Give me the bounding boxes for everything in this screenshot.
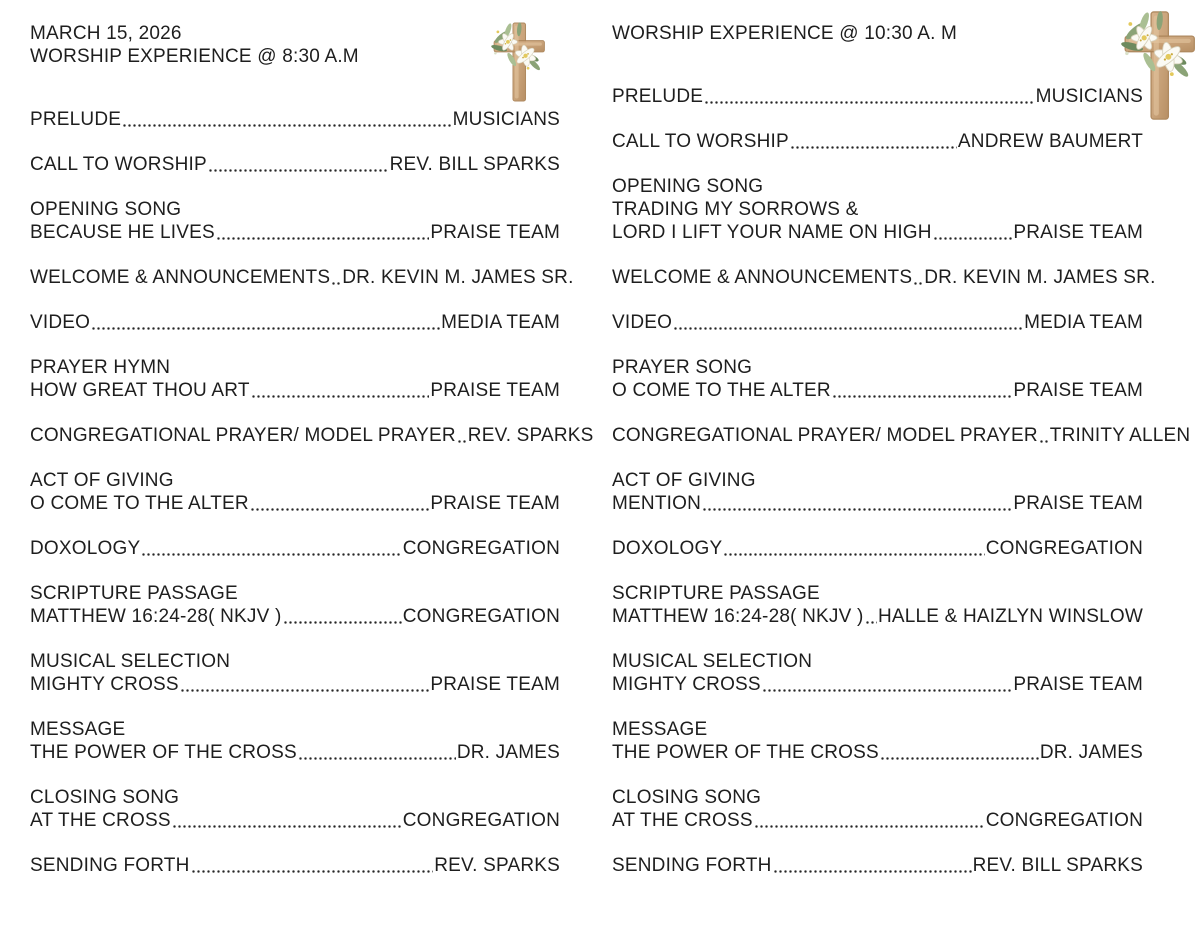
service-title: WORSHIP EXPERIENCE @ 8:30 A.M [30,46,359,67]
item-assignee: REV. BILL SPARKS [972,855,1143,876]
item-assignee: DR. KEVIN M. JAMES SR. [342,267,574,288]
dot-leader [208,157,389,176]
program-item [30,854,560,877]
item-assignee: CONGREGATION [985,810,1143,831]
item-assignee: PRAISE TEAM [430,380,560,401]
dot-leader [673,315,1023,334]
dot-leader [283,609,402,628]
dot-leader [702,496,1012,515]
item-label: CALL TO WORSHIP [30,154,207,175]
dot-leader [331,270,341,289]
item-label: BECAUSE HE LIVES [30,222,215,243]
item-label: VIDEO [612,312,673,333]
dot-leader [251,383,430,402]
item-subtitle: MUSICAL SELECTION [30,651,231,672]
item-label: WELCOME & ANNOUNCEMENTS [30,267,331,288]
item-label: MIGHTY CROSS [30,674,179,695]
item-assignee: CONGREGATION [402,538,560,559]
item-subtitle: SCRIPTURE PASSAGE [30,583,238,604]
item-assignee: TRINITY ALLEN [1049,425,1191,446]
item-subtitle: PRAYER SONG [612,357,753,378]
program-item [30,266,574,289]
dot-leader [91,315,440,334]
service-830-header [30,22,560,68]
program-item [612,469,1143,515]
item-label: PRELUDE [612,86,704,107]
program-item [30,424,594,447]
item-assignee: MEDIA TEAM [1024,312,1143,333]
item-assignee: PRAISE TEAM [1013,674,1143,695]
item-assignee: PRAISE TEAM [430,674,560,695]
service-1030-column [612,22,1191,877]
item-label: MIGHTY CROSS [612,674,761,695]
item-label: O COME TO THE ALTER [612,380,831,401]
item-label: SENDING FORTH [30,855,190,876]
dot-leader [773,858,972,877]
cross-icon [1114,5,1200,126]
program-item [612,718,1143,764]
dot-leader [754,813,985,832]
item-label: MENTION [612,493,702,514]
program-item [612,266,1156,289]
program-item [30,311,560,334]
program-item [30,153,560,176]
item-assignee: PRAISE TEAM [1013,222,1143,243]
item-subtitle: OPENING SONG [612,176,764,197]
dot-leader [790,134,957,153]
item-label: DOXOLOGY [612,538,723,559]
item-label: AT THE CROSS [30,810,171,831]
program-item [612,424,1191,447]
dot-leader [933,225,1013,244]
program-item [612,175,1143,244]
item-label: LORD I LIFT YOUR NAME ON HIGH [612,222,932,243]
dot-leader [216,225,430,244]
program-item [612,650,1143,696]
item-assignee: MUSICIANS [452,109,560,130]
item-label: DOXOLOGY [30,538,141,559]
dot-leader [141,541,401,560]
item-assignee: PRAISE TEAM [430,493,560,514]
program-item [30,718,560,764]
item-assignee: CONGREGATION [985,538,1143,559]
item-subtitle: MESSAGE [30,719,126,740]
dot-leader [704,89,1034,108]
program-item [612,786,1143,832]
program-item [30,469,560,515]
item-label: AT THE CROSS [612,810,753,831]
service-830-items [30,108,594,877]
program-item [612,537,1143,560]
item-subtitle: OPENING SONG [30,199,182,220]
item-assignee: ANDREW BAUMERT [957,131,1143,152]
item-subtitle: MUSICAL SELECTION [612,651,813,672]
item-label: VIDEO [30,312,91,333]
dot-leader [250,496,430,515]
dot-leader [865,609,877,628]
program-item [612,130,1143,153]
item-assignee: REV. SPARKS [467,425,594,446]
program-item [30,198,560,244]
item-label: THE POWER OF THE CROSS [30,742,297,763]
program-item [30,108,560,131]
item-subtitle: CLOSING SONG [612,787,762,808]
item-assignee: DR. JAMES [456,742,560,763]
item-label: SENDING FORTH [612,855,772,876]
program-item [30,537,560,560]
item-label: CONGREGATIONAL PRAYER/ MODEL PRAYER [612,425,1038,446]
item-assignee: PRAISE TEAM [1013,493,1143,514]
cross-icon [486,18,550,106]
item-subtitle: ACT OF GIVING [30,470,174,491]
program-item [30,356,560,402]
dot-leader [832,383,1013,402]
item-label: WELCOME & ANNOUNCEMENTS [612,267,913,288]
dot-leader [762,677,1013,696]
dot-leader [913,270,923,289]
service-1030-items [612,85,1191,877]
item-label: CALL TO WORSHIP [612,131,789,152]
program-item [612,311,1143,334]
dot-leader [457,428,467,447]
program-item [30,786,560,832]
service-830-column [30,22,594,877]
item-label: THE POWER OF THE CROSS [612,742,879,763]
service-1030-header [612,22,1143,45]
item-label: CONGREGATIONAL PRAYER/ MODEL PRAYER [30,425,456,446]
item-label: PRELUDE [30,109,122,130]
item-label: O COME TO THE ALTER [30,493,249,514]
dot-leader [122,112,451,131]
item-assignee: MEDIA TEAM [441,312,560,333]
item-label: HOW GREAT THOU ART [30,380,250,401]
program-item [612,85,1143,108]
item-assignee: PRAISE TEAM [1013,380,1143,401]
dot-leader [172,813,402,832]
item-assignee: CONGREGATION [402,810,560,831]
item-assignee: REV. BILL SPARKS [389,154,560,175]
item-label: MATTHEW 16:24-28( NKJV ) [30,606,282,627]
item-assignee: PRAISE TEAM [430,222,560,243]
program-item [30,582,560,628]
item-subtitle: ACT OF GIVING [612,470,756,491]
item-subtitle: TRADING MY SORROWS & [612,199,859,220]
service-date: MARCH 15, 2026 [30,23,182,44]
service-title: WORSHIP EXPERIENCE @ 10:30 A. M [612,23,958,44]
dot-leader [723,541,984,560]
item-assignee: MUSICIANS [1035,86,1143,107]
item-assignee: CONGREGATION [402,606,560,627]
dot-leader [1039,428,1049,447]
item-label: MATTHEW 16:24-28( NKJV ) [612,606,864,627]
item-subtitle: PRAYER HYMN [30,357,171,378]
dot-leader [880,745,1039,764]
dot-leader [191,858,434,877]
dot-leader [298,745,456,764]
program-item [30,650,560,696]
item-subtitle: SCRIPTURE PASSAGE [612,583,820,604]
item-assignee: DR. KEVIN M. JAMES SR. [924,267,1156,288]
program-item [612,854,1143,877]
item-subtitle: MESSAGE [612,719,708,740]
dot-leader [180,677,430,696]
program-item [612,356,1143,402]
item-assignee: HALLE & HAIZLYN WINSLOW [877,606,1143,627]
item-subtitle: CLOSING SONG [30,787,180,808]
item-assignee: REV. SPARKS [434,855,560,876]
item-assignee: DR. JAMES [1039,742,1143,763]
program-item [612,582,1143,628]
